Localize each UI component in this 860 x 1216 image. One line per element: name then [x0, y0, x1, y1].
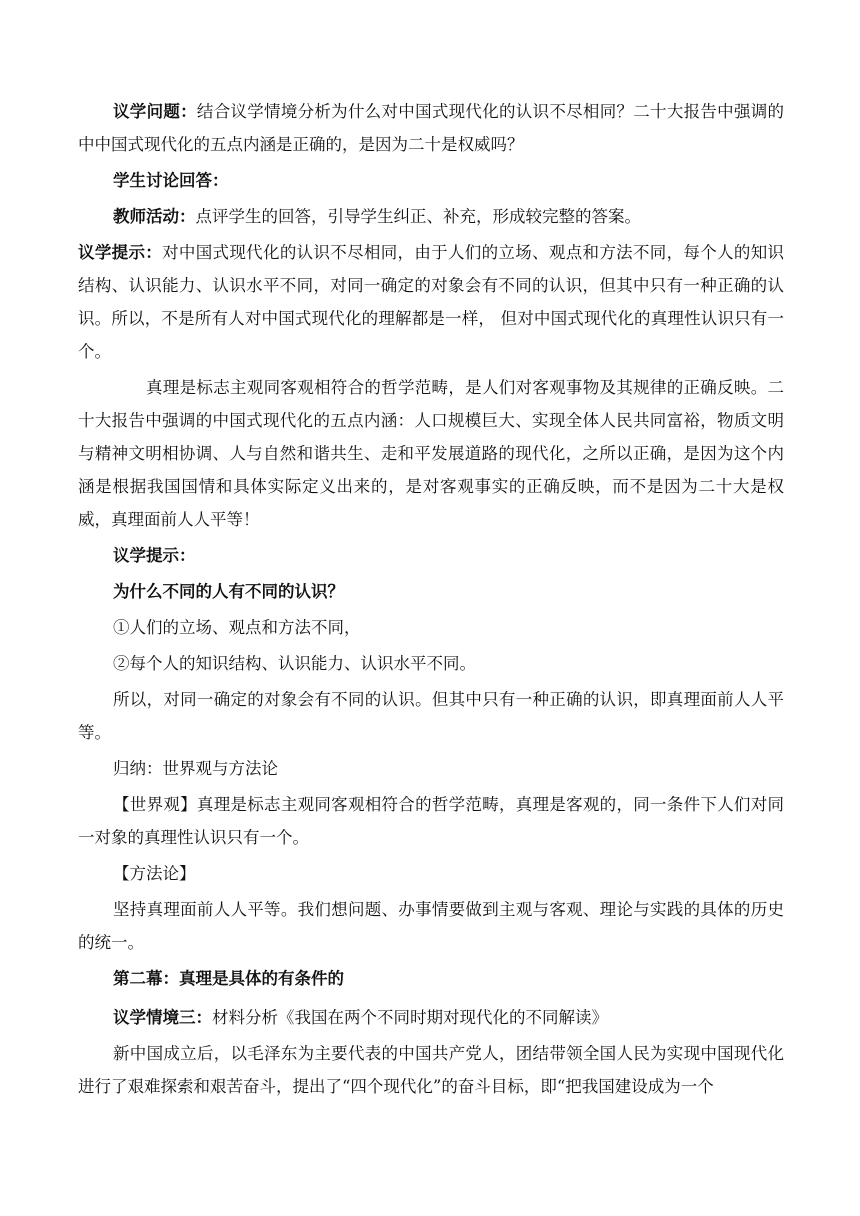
conclusion-paragraph: 所以，对同一确定的对象会有不同的认识。但其中只有一种正确的认识，即真理面前人人平等。	[78, 690, 784, 742]
discussion-label: 学生讨论回答：	[113, 171, 229, 190]
scenario-three-paragraph	[78, 1001, 784, 1034]
act-two-heading	[78, 962, 784, 995]
question-paragraph	[78, 95, 784, 161]
scenario-three-label: 议学情境三：	[113, 1008, 212, 1027]
scenario-three-text: 材料分析《我国在两个不同时期对现代化的不同解读》	[212, 1008, 608, 1027]
reason-item-1: ①人们的立场、观点和方法不同，	[113, 618, 361, 637]
document-page	[78, 95, 784, 1106]
methodology-paragraph: 坚持真理面前人人平等。我们想问题、办事情要做到主观与客观、理论与实践的具体的历史的统一。	[78, 900, 784, 952]
truth-definition-paragraph: 真理是标志主观同客观相符合的哲学范畴，是人们对客观事物及其规律的正确反映。二十大报告中强调的中国式现代化的五点内涵：人口规模巨大、实现全体人民共同富裕，物质文明与精神文明相协调、人与自然和谐共生、走和平发展道路的现代化，之所以正确，是因为这个内涵是根据我国国情和具体实际定义出来的，是对客观事实的正确反映，而不是因为二十大是权威，真理面前人人平等！	[78, 378, 784, 529]
worldview-paragraph: 【世界观】真理是标志主观同客观相符合的哲学范畴，真理是客观的，同一条件下人们对同一对象的真理性认识只有一个。	[78, 795, 784, 847]
teacher-activity-text: 点评学生的回答，引导学生纠正、补充，形成较完整的答案。	[195, 207, 641, 226]
discussion-paragraph	[78, 164, 784, 197]
teacher-activity-label: 教师活动：	[113, 207, 196, 226]
hint-text: 对中国式现代化的认识不尽相同，由于人们的立场、观点和方法不同，每个人的知识结构、认识能力、认识水平不同，对同一确定的对象会有不同的认识，但其中只有一种正确的认识。所以，不是所有人对中国式现代化的理解都是一样， 但对中国式现代化的真理性认识只有一个。	[78, 243, 785, 361]
hint-paragraph	[78, 236, 784, 368]
new-china-paragraph: 新中国成立后，以毛泽东为主要代表的中国共产党人，团结带领全国人民为实现中国现代化进行了艰难探索和艰苦奋斗，提出了“四个现代化”的奋斗目标，即“把我国建设成为一个	[78, 1044, 784, 1096]
reason-item-2: ②每个人的知识结构、认识能力、认识水平不同。	[113, 654, 476, 673]
question-text: 结合议学情境分析为什么对中国式现代化的认识不尽相同？二十大报告中强调的中中国式现代化的五点内涵是正确的，是因为二十是权威吗？	[78, 102, 785, 154]
hint-heading-paragraph	[78, 539, 784, 572]
hint-heading-label: 议学提示：	[113, 546, 196, 565]
methodology-heading: 【方法论】	[113, 864, 196, 883]
why-different-label: 为什么不同的人有不同的认识？	[113, 582, 344, 601]
question-label: 议学问题：	[113, 102, 197, 121]
act-two-label: 第二幕：真理是具体的有条件的	[113, 969, 344, 988]
why-different-heading	[78, 575, 784, 608]
hint-label: 议学提示：	[78, 243, 163, 262]
teacher-activity-paragraph	[78, 200, 784, 233]
summary-heading: 归纳：世界观与方法论	[113, 759, 278, 778]
